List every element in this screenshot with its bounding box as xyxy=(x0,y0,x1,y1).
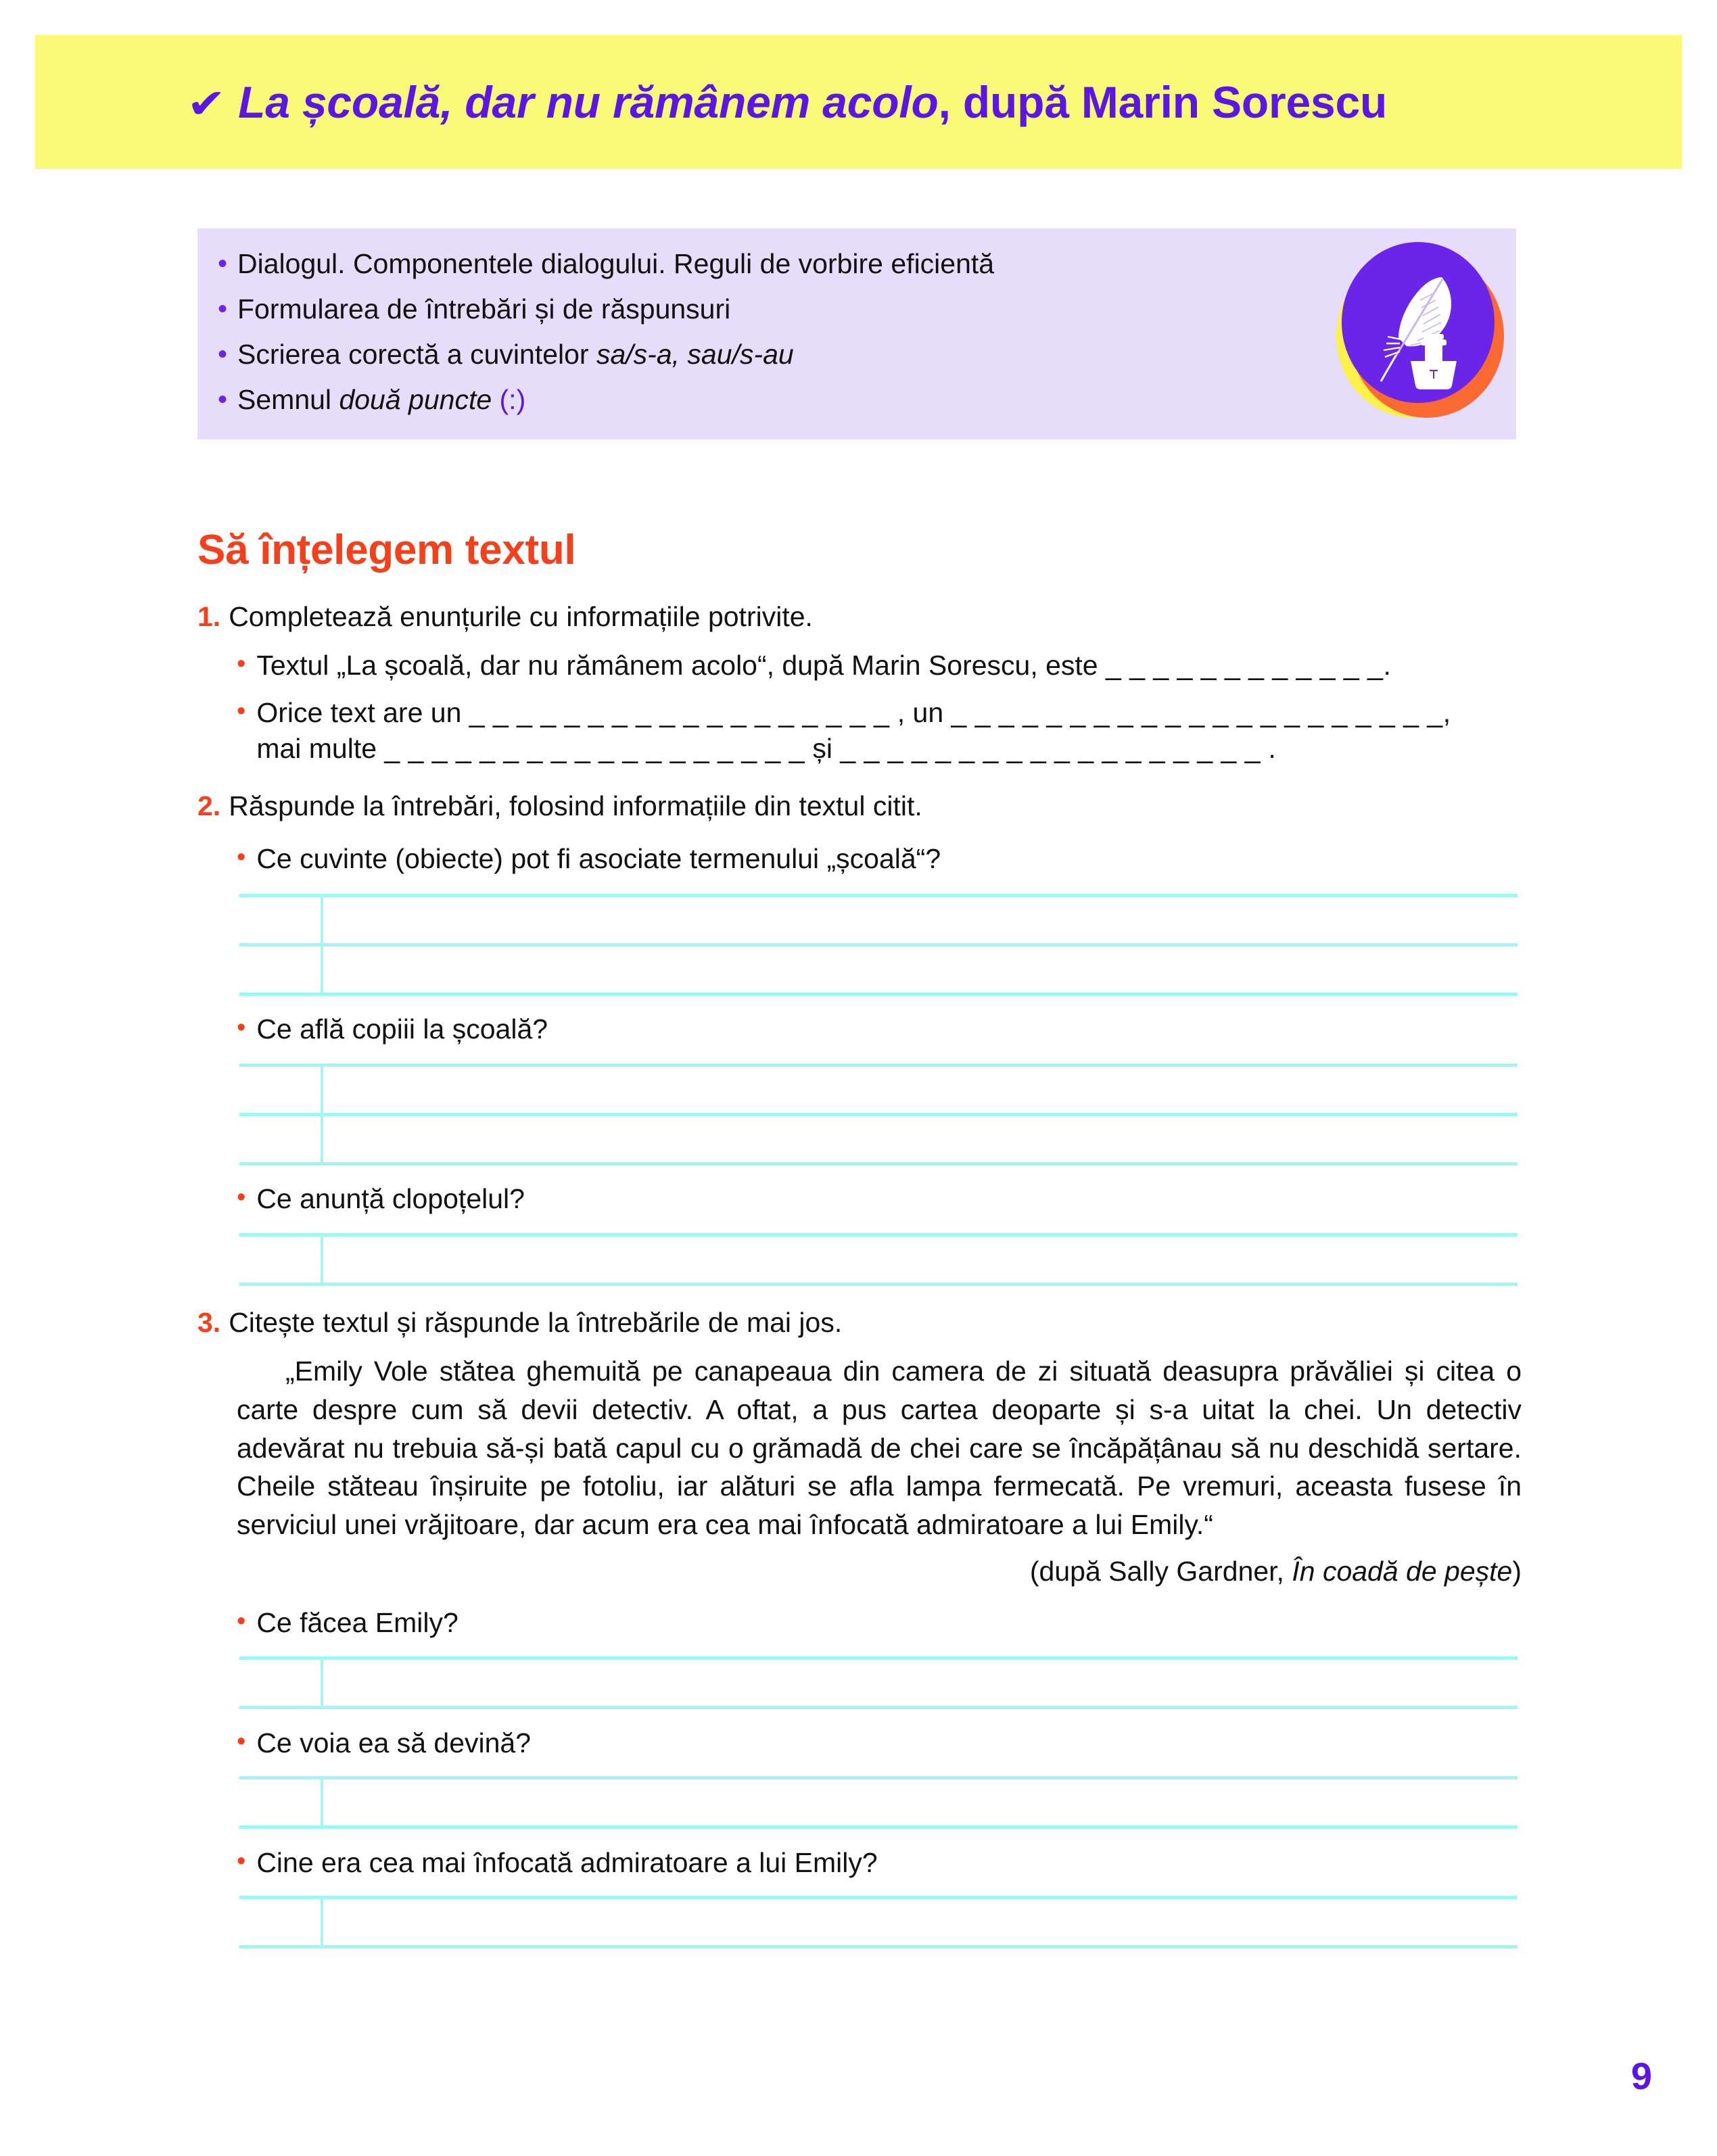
bullet-icon: • xyxy=(218,249,228,279)
question-text: Ce află copiii la școală? xyxy=(256,1013,548,1045)
writing-rule xyxy=(239,1162,1518,1166)
answer-lines[interactable] xyxy=(239,1776,1518,1830)
chapter-header-band xyxy=(35,35,1682,169)
list-item xyxy=(237,1181,1523,1217)
list-item xyxy=(237,841,1523,877)
bullet-icon: • xyxy=(237,1013,246,1042)
competency-list xyxy=(218,250,1273,431)
writing-rule xyxy=(239,1063,1518,1067)
page-title-author: , după Marin Sorescu xyxy=(938,77,1388,127)
competency-text: Scrierea corectă a cuvintelor sa/s-a, sau/s-au xyxy=(237,339,794,370)
reading-passage: „Emily Vole stătea ghemuită pe canapeaua din camera de zi situată deasupra prăvăliei și citea o carte despre cum să devii detectiv. A oftat, a pus cartea deoparte și s-a uitat la chei. Un detectiv adevărat nu trebuia să-și bată capul cu o grămadă de chei care se încăpățânau să nu deschidă sertare. Cheile stăteau înșiruite pe fotoliu, iar alături se afla lampa fermecată. Pe vremuri, aceasta fusese în serviciul unei vrăjitoare, dar acum era cea mai înfocată admiratoare a lui Emily.“ xyxy=(237,1356,1522,1540)
exercise-3 xyxy=(197,1306,1523,1950)
quill-glyph xyxy=(1342,242,1495,403)
writing-rule xyxy=(239,1776,1518,1779)
exercise-prompt-text: Completează enunțurile cu informațiile potrivite. xyxy=(229,601,813,632)
list-item xyxy=(218,341,1273,368)
bullet-icon: • xyxy=(237,696,246,725)
bullet-icon: • xyxy=(218,385,228,414)
passage-attribution: (după Sally Gardner, În coadă de pește) xyxy=(1029,1556,1522,1587)
writing-rule xyxy=(239,1706,1518,1709)
writing-rule xyxy=(239,1233,1518,1237)
bullet-icon: • xyxy=(237,1182,246,1212)
question-text: Ce făcea Emily? xyxy=(256,1607,458,1639)
exercise-prompt-text: Citește textul și răspunde la întrebările de mai jos. xyxy=(229,1307,843,1338)
answer-lines[interactable] xyxy=(239,1656,1518,1710)
blank-field[interactable]: _ _ _ _ _ _ _ _ _ _ _ _ _ _ _ _ _ _ xyxy=(384,732,805,764)
question-text: Ce cuvinte (obiecte) pot fi asociate termenului „școală“? xyxy=(256,843,941,875)
blank-field[interactable]: _ _ _ _ _ _ _ _ _ _ _ _ _ _ _ _ _ _ xyxy=(840,732,1261,764)
answer-lines[interactable] xyxy=(239,1896,1518,1950)
writing-rule xyxy=(239,894,1518,897)
writing-rule xyxy=(239,992,1518,996)
answer-lines[interactable] xyxy=(239,1063,1518,1166)
margin-rule xyxy=(321,1656,323,1706)
list-item xyxy=(237,1605,1523,1641)
margin-rule xyxy=(321,1233,323,1283)
question-text: Cine era cea mai înfocată admiratoare a lui Emily? xyxy=(256,1846,878,1878)
fill-in-sentence: Textul „La școală, dar nu rămânem acolo“, după Marin Sorescu, este _ _ _ _ _ _ _ _ _ _ _ _. xyxy=(256,650,1391,681)
exercise-number: 1. xyxy=(197,601,221,632)
bullet-icon: • xyxy=(237,1607,246,1636)
competency-box xyxy=(197,229,1516,439)
blank-field[interactable]: _ _ _ _ _ _ _ _ _ _ _ _ _ _ _ _ _ _ xyxy=(469,696,890,728)
competency-text: Semnul două puncte (:) xyxy=(237,384,526,415)
exercise-prompt xyxy=(197,790,1523,822)
list-item xyxy=(237,1845,1523,1881)
exercise-prompt xyxy=(197,600,1523,633)
exercise-1 xyxy=(197,600,1523,767)
answer-lines[interactable] xyxy=(239,1233,1518,1287)
blank-field[interactable]: _ _ _ _ _ _ _ _ _ _ _ _ _ _ _ _ _ _ _ _ _ xyxy=(951,696,1443,728)
fill-in-sentence: Orice text are un _ _ _ _ _ _ _ _ _ _ _ _ _ _ _ _ _ _ , un _ _ _ _ _ _ _ _ _ _ _ _ _ _ _ _ _ _ _ _ _, mai multe _ _ _ _ _ _ _ _ _ _ _ _ _ _ _ _ _ _ și _ _ _ _ _ _ _ _ _ _ _ _ _ _ _ _ _ _ . xyxy=(256,696,1451,764)
competency-text: Dialogul. Componentele dialogului. Reguli de vorbire eficientă xyxy=(237,248,995,279)
exercise-number: 2. xyxy=(197,790,221,821)
question-text: Ce anunță clopoțelul? xyxy=(256,1182,525,1214)
blank-field[interactable]: _ _ _ _ _ _ _ _ _ _ _ _ xyxy=(1106,650,1384,681)
bullet-icon: • xyxy=(237,1727,246,1756)
page-number: 9 xyxy=(1630,2055,1652,2097)
list-item xyxy=(237,648,1523,684)
writing-rule xyxy=(239,1825,1518,1829)
exercise-prompt-text: Răspunde la întrebări, folosind informațiile din textul citit. xyxy=(229,790,922,821)
list-item xyxy=(218,386,1273,414)
margin-rule xyxy=(321,1896,323,1945)
list-item xyxy=(237,1725,1523,1761)
list-item xyxy=(218,250,1273,278)
competency-text: Formularea de întrebări și de răspunsuri xyxy=(237,293,731,325)
margin-rule xyxy=(321,894,323,992)
writing-rule xyxy=(239,1945,1518,1948)
exercise-2 xyxy=(197,790,1523,1287)
list-item xyxy=(237,695,1523,767)
list-item xyxy=(218,295,1273,323)
writing-rule xyxy=(239,1283,1518,1286)
writing-rule xyxy=(239,943,1518,947)
margin-rule xyxy=(321,1776,323,1825)
page-title-work: La școală, dar nu rămânem acolo xyxy=(238,77,939,127)
bullet-icon: • xyxy=(237,650,246,679)
writing-rule xyxy=(239,1896,1518,1899)
checkmark-icon: ✔ xyxy=(187,81,226,126)
bullet-icon: • xyxy=(237,1846,246,1875)
page-title xyxy=(189,76,1387,128)
exercise-prompt xyxy=(197,1306,1523,1339)
list-item xyxy=(237,1011,1523,1047)
quill-and-inkwell-icon xyxy=(1327,238,1504,426)
bullet-icon: • xyxy=(237,843,246,872)
writing-rule xyxy=(239,1113,1518,1116)
question-text: Ce voia ea să devină? xyxy=(256,1727,532,1758)
answer-lines[interactable] xyxy=(239,894,1518,997)
writing-rule xyxy=(239,1656,1518,1660)
exercise-number: 3. xyxy=(197,1307,221,1338)
bullet-icon: • xyxy=(218,294,228,324)
bullet-icon: • xyxy=(218,339,228,369)
margin-rule xyxy=(321,1063,323,1162)
section-heading: Să înțelegem textul xyxy=(197,527,576,573)
